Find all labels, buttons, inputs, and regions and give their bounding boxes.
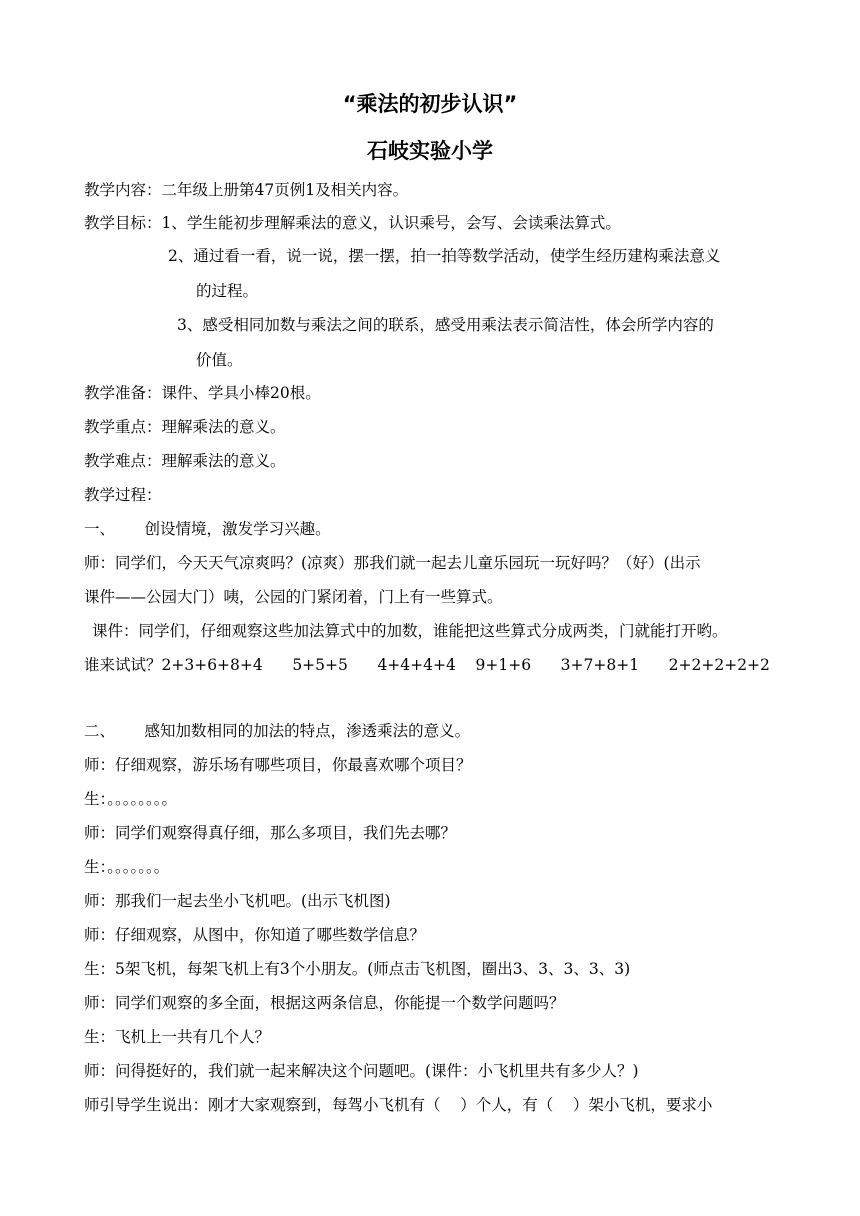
paragraph-line: 师：仔细观察，从图中，你知道了哪些数学信息？: [84, 926, 426, 944]
paragraph-line: 师引导学生说出：刚才大家观察到，每驾小飞机有（ ）个人，有（ ）架小飞机，要求小: [84, 1096, 713, 1114]
paragraph-line: 师：仔细观察，游乐场有哪些项目，你最喜欢哪个项目？: [84, 756, 472, 774]
paragraph-line: 生：飞机上一共有几个人？: [84, 1028, 271, 1046]
teaching-goal-line-3-cont: 价值。: [196, 351, 243, 369]
section-one-heading: 一、 创设情境，激发学习兴趣。: [84, 520, 331, 538]
expressions-line: 谁来试试？2+3+6+8+4 5+5+5 4+4+4+4 9+1+6 3+7+8+1 2+2+2+2+2: [84, 656, 770, 674]
teaching-prep-line: 教学准备：课件、学具小棒20根。: [84, 384, 321, 402]
paragraph-line: 师：那我们一起去坐小飞机吧。(出示飞机图): [84, 892, 391, 910]
teaching-goal-line-2: 2、通过看一看，说一说，摆一摆，拍一拍等数学活动，使学生经历建构乘法意义: [168, 247, 721, 265]
paragraph-line: 师：问得挺好的，我们就一起来解决这个问题吧。(课件：小飞机里共有多少人？): [84, 1062, 639, 1080]
teaching-process-heading: 教学过程：: [84, 486, 162, 504]
teaching-goal-line-1: 教学目标：1、学生能初步理解乘法的意义，认识乘号，会写、会读乘法算式。: [84, 214, 621, 232]
section-two-heading: 二、 感知加数相同的加法的特点，渗透乘法的意义。: [84, 722, 471, 740]
teaching-content-line: 教学内容：二年级上册第47页例1及相关内容。: [84, 181, 409, 199]
paragraph-line: 师：同学们观察的多全面，根据这两条信息，你能提一个数学问题吗？: [84, 994, 565, 1012]
paragraph-line: 课件——公园大门）咦，公园的门紧闭着，门上有一些算式。: [84, 588, 503, 606]
document-subtitle: 石岐实验小学: [367, 139, 493, 163]
paragraph-line: 课件：同学们，仔细观察这些加法算式中的加数，谁能把这些算式分成两类，门就能打开哟。: [92, 622, 728, 640]
paragraph-line: 师：同学们，今天天气凉爽吗？(凉爽）那我们就一起去儿童乐园玩一玩好吗？（好）(出示: [84, 554, 701, 572]
teaching-focus-line: 教学重点：理解乘法的意义。: [84, 418, 286, 436]
teaching-goal-line-2-cont: 的过程。: [196, 282, 259, 300]
document-title: “乘法的初步认识”: [342, 92, 518, 116]
teaching-difficulty-line: 教学难点：理解乘法的意义。: [84, 452, 286, 470]
paragraph-line: 生：5架飞机，每架飞机上有3个小朋友。(师点击飞机图，圈出3、3、3、3、3): [84, 960, 631, 978]
paragraph-line: 生：。。。。。。。。: [84, 790, 178, 808]
paragraph-line: 生：。。。。。。。: [84, 858, 170, 876]
paragraph-line: 师：同学们观察得真仔细，那么多项目，我们先去哪？: [84, 824, 457, 842]
teaching-goal-line-3: 3、感受相同加数与乘法之间的联系，感受用乘法表示简洁性，体会所学内容的: [177, 316, 714, 334]
